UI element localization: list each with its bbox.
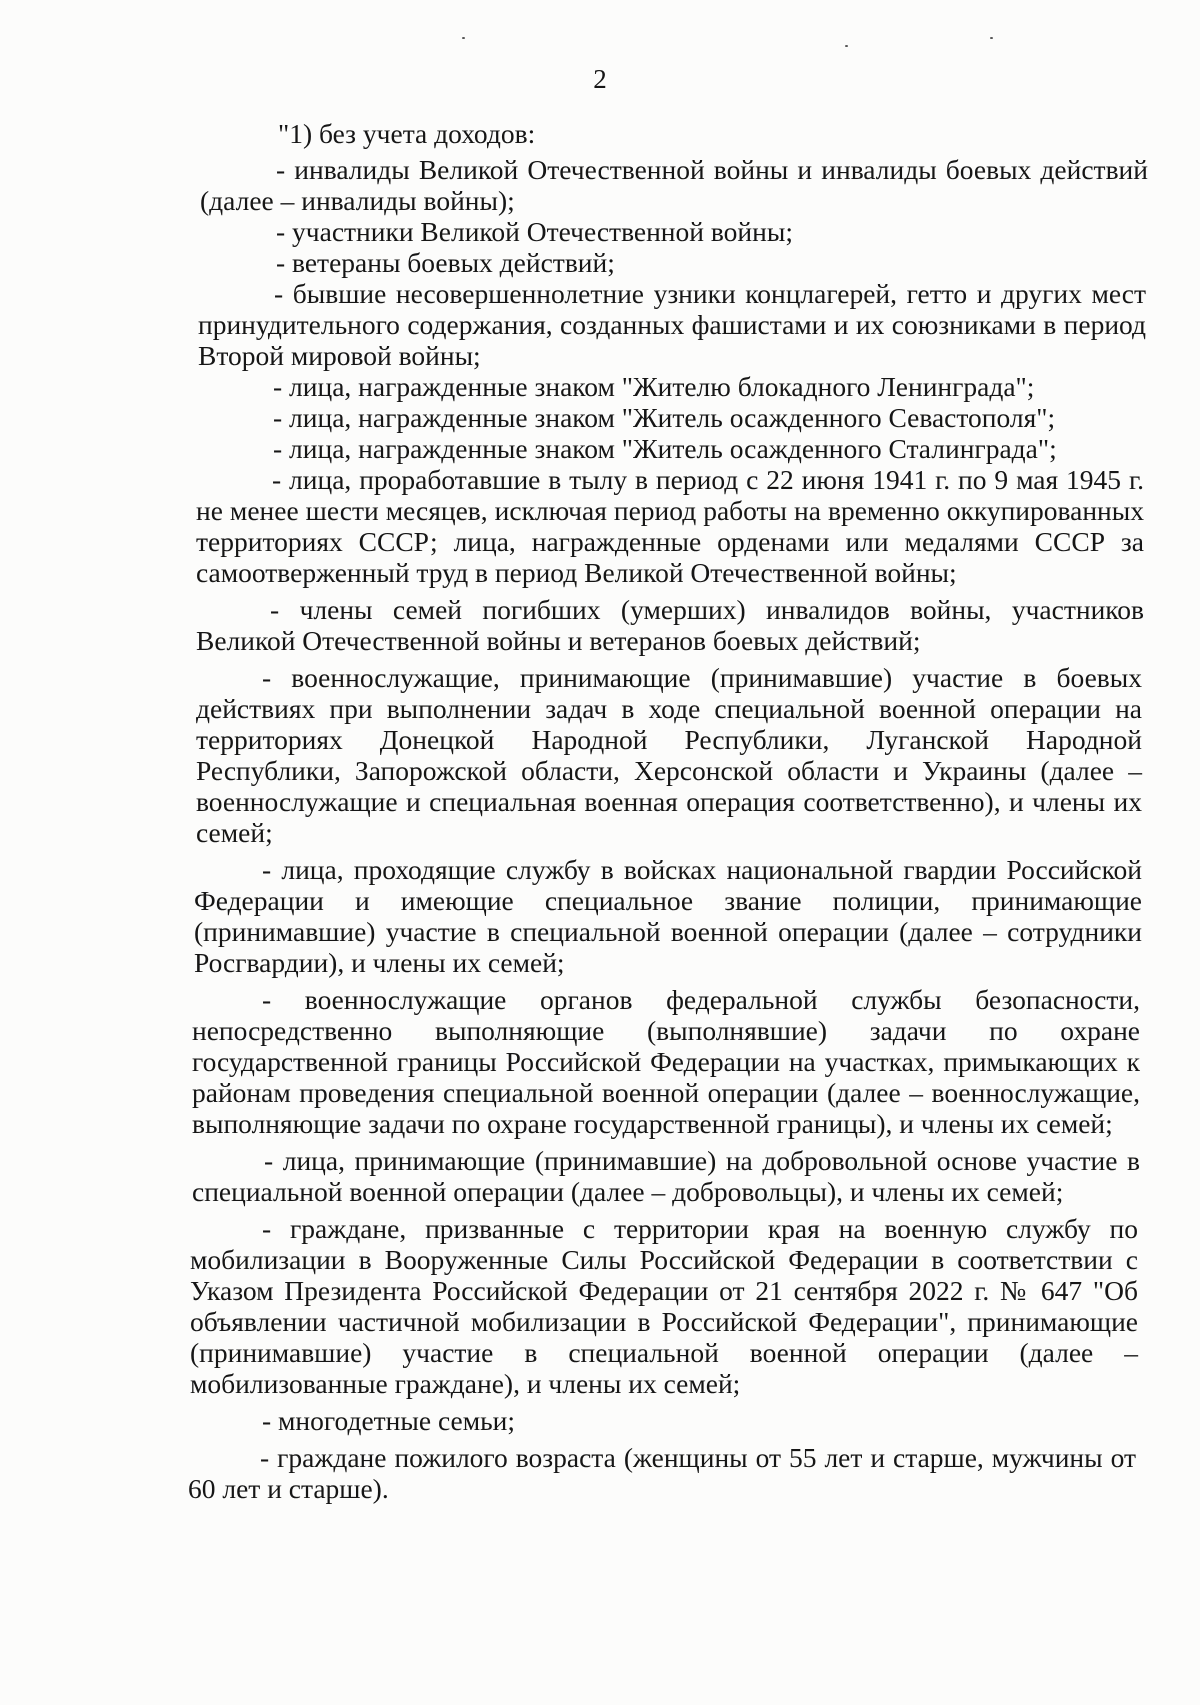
- list-item: - участники Великой Отечественной войны;: [276, 216, 793, 247]
- list-item: - лица, проходящие службу в войсках национальной гвардии Российской Федерации и имеющие специальное звание полиции, принимающие (принимавшие) участие в специальной военной операции (далее – сотрудники Росгвардии), и члены их семей;: [194, 854, 1142, 978]
- list-item: - военнослужащие органов федеральной службы безопасности, непосредственно выполняющие (выполнявшие) задачи по охране государственной границы Российской Федерации на участках, примыкающих к районам проведения специальной военной операции (далее – военнослужащие, выполняющие задачи по охране государственной границы), и члены их семей;: [192, 984, 1140, 1139]
- list-lead: "1) без учета доходов:: [278, 118, 536, 149]
- list-item: - лица, награжденные знаком "Житель осажденного Сталинграда";: [273, 433, 1057, 464]
- list-item: - бывшие несовершеннолетние узники концлагерей, гетто и других мест принудительного содержания, созданных фашистами и их союзниками в период Второй мировой войны;: [198, 278, 1146, 371]
- scan-speck: [462, 37, 465, 39]
- list-item: - члены семей погибших (умерших) инвалидов войны, участников Великой Отечественной войны и ветеранов боевых действий;: [196, 594, 1144, 656]
- list-item: - лица, награжденные знаком "Жителю блокадного Ленинграда";: [273, 371, 1035, 402]
- list-item: - граждане, призванные с территории края на военную службу по мобилизации в Вооруженные Силы Российской Федерации в соответствии с Указом Президента Российской Федерации от 21 сентября 2022 г. № 647 "Об объявлении частичной мобилизации в Российской Федерации", принимающие (принимавшие) участие в специальной военной операции (далее – мобилизованные граждане), и члены их семей;: [190, 1213, 1138, 1399]
- list-item: - многодетные семьи;: [262, 1405, 515, 1436]
- list-item: - лица, проработавшие в тылу в период с 22 июня 1941 г. по 9 мая 1945 г. не менее шести месяцев, исключая период работы на временно оккупированных территориях СССР; лица, награжденные орденами или медалями СССР за самоотверженный труд в период Великой Отечественной войны;: [196, 464, 1144, 588]
- list-item: - ветераны боевых действий;: [276, 247, 615, 278]
- scan-speck: [845, 45, 848, 47]
- list-item: - военнослужащие, принимающие (принимавшие) участие в боевых действиях при выполнении задач в ходе специальной военной операции на территориях Донецкой Народной Республики, Луганской Народной Республики, Запорожской области, Херсонской области и Украины (далее – военнослужащие и специальная военная операция соответственно), и члены их семей;: [196, 662, 1142, 848]
- list-item: - лица, принимающие (принимавшие) на добровольной основе участие в специальной военной операции (далее – добровольцы), и члены их семей;: [192, 1145, 1140, 1207]
- list-item: - инвалиды Великой Отечественной войны и инвалиды боевых действий (далее – инвалиды войны);: [200, 154, 1148, 216]
- scan-speck: [990, 37, 993, 39]
- document-body: [0, 118, 1200, 1504]
- list-item: - лица, награжденные знаком "Житель осажденного Севастополя";: [273, 402, 1056, 433]
- page-number: 2: [593, 64, 607, 94]
- list-item: - граждане пожилого возраста (женщины от 55 лет и старше, мужчины от 60 лет и старше).: [188, 1442, 1136, 1504]
